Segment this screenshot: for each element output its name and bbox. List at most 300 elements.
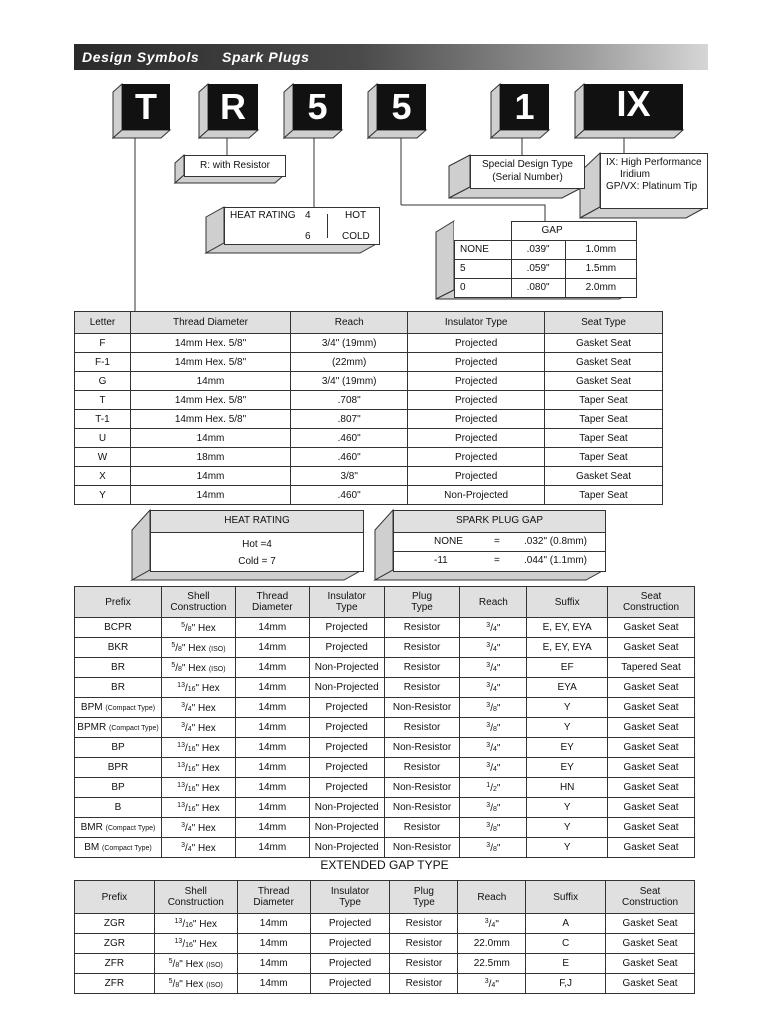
letter-cell: Gasket Seat	[544, 372, 662, 391]
prefix-cell	[75, 818, 162, 838]
plug-cell: Non-Resistor	[384, 838, 460, 858]
prefix-code: BP	[111, 782, 125, 793]
letter-cell: 14mm Hex. 5/8"	[130, 334, 290, 353]
letter-cell: T-1	[75, 410, 131, 429]
ext-thread-cell: 14mm	[237, 914, 310, 934]
letter-cell: Projected	[408, 372, 545, 391]
ext-shell-cell: $^{13}$/16" Hex	[154, 934, 237, 954]
prefix-row	[75, 778, 695, 798]
ext-shell-cell: $^5$/8" Hex (ISO)	[154, 974, 237, 994]
suffix-cell: Y	[527, 698, 608, 718]
plug-cell: Resistor	[384, 758, 460, 778]
shell-cell: $^3$/4" Hex	[161, 698, 235, 718]
prefix-row	[75, 698, 695, 718]
reach-denominator: 2	[492, 785, 497, 793]
letter-row	[75, 353, 663, 372]
fraction-numerator: 5	[168, 957, 173, 965]
letter-cell: Projected	[408, 429, 545, 448]
fraction-denominator: 8	[187, 625, 192, 633]
prefix-header-cell: Reach	[460, 587, 527, 618]
reach-numerator: 1	[486, 781, 491, 789]
ext-prefix-cell: ZGR	[75, 934, 155, 954]
gap-cell: .059"	[511, 259, 565, 278]
gap-box-row	[394, 533, 605, 552]
thread-cell: 14mm	[235, 658, 309, 678]
thread-cell: 14mm	[235, 678, 309, 698]
code-digit-5-heat: 5	[293, 84, 342, 130]
reach-numerator: 3	[486, 821, 491, 829]
fraction-denominator: 16	[187, 685, 196, 693]
letter-cell: 3/4" (19mm)	[291, 334, 408, 353]
insulator-cell: Projected	[309, 698, 384, 718]
letter-cell: .460"	[291, 486, 408, 505]
ext-suffix-cell: A	[526, 914, 606, 934]
insulator-cell: Non-Projected	[309, 838, 384, 858]
reach-numerator: 3	[486, 621, 491, 629]
prefix-header-cell: Suffix	[527, 587, 608, 618]
iso-note: (ISO)	[208, 645, 226, 653]
letter-header-cell: Reach	[291, 312, 408, 334]
tip-type-callout	[600, 153, 708, 209]
reach-numerator: 3	[486, 681, 491, 689]
ext-plug-cell: Resistor	[390, 934, 458, 954]
plug-cell: Resistor	[384, 638, 460, 658]
ext-thread-cell: 14mm	[237, 974, 310, 994]
header-title-right: Spark Plugs	[222, 49, 310, 65]
gap-cell: .039"	[511, 240, 565, 259]
insulator-cell: Projected	[309, 718, 384, 738]
reach-denominator: 8	[492, 705, 497, 713]
seat-cell: Gasket Seat	[608, 698, 695, 718]
thread-cell: 14mm	[235, 718, 309, 738]
shell-cell: $^5$/8" Hex (ISO)	[161, 658, 235, 678]
fraction-denominator: 4	[187, 725, 192, 733]
letter-cell: 18mm	[130, 448, 290, 467]
thread-cell: 14mm	[235, 758, 309, 778]
ext-seat-cell: Gasket Seat	[606, 934, 695, 954]
spark-plug-gap-box	[393, 510, 606, 572]
insulator-cell: Non-Projected	[309, 658, 384, 678]
suffix-cell: E, EY, EYA	[527, 638, 608, 658]
letter-cell: F-1	[75, 353, 131, 372]
letter-cell: .708"	[291, 391, 408, 410]
reach-denominator: 8	[492, 725, 497, 733]
seat-cell: Gasket Seat	[608, 718, 695, 738]
reach-cell: $^3$/4"	[460, 678, 527, 698]
prefix-row	[75, 678, 695, 698]
ext-reach-text: 22.0mm	[473, 938, 510, 949]
suffix-cell: EF	[527, 658, 608, 678]
insulator-cell: Projected	[309, 618, 384, 638]
fraction-numerator: 5	[181, 621, 185, 629]
ext-prefix-cell: ZFR	[75, 954, 155, 974]
header-title-left: Design Symbols	[82, 49, 200, 65]
letter-header-cell: Insulator Type	[408, 312, 545, 334]
reach-numerator: 3	[486, 721, 491, 729]
shell-cell: $^3$/4" Hex	[161, 718, 235, 738]
reach-cell: $^3$/8"	[460, 838, 527, 858]
shell-cell: $^5$/8" Hex (ISO)	[161, 638, 235, 658]
tip-line1: IX: High Performance	[606, 157, 702, 168]
shell-cell: $^3$/4" Hex	[161, 818, 235, 838]
shell-cell: $^{13}$/16" Hex	[161, 798, 235, 818]
fraction-numerator: 13	[177, 781, 185, 789]
ext-shell-cell: $^{13}$/16" Hex	[154, 914, 237, 934]
special-design-callout	[470, 155, 585, 189]
heat-box-line2: Cold = 7	[238, 556, 276, 567]
letter-cell: Projected	[408, 391, 545, 410]
letter-row	[75, 429, 663, 448]
fraction-numerator: 13	[174, 917, 183, 925]
letter-cell: 14mm	[130, 429, 290, 448]
reach-denominator: 4	[491, 981, 496, 989]
special-design-line2: (Serial Number)	[492, 172, 563, 183]
heat-box-line1: Hot =4	[242, 539, 272, 550]
ext-seat-cell: Gasket Seat	[606, 974, 695, 994]
ext-thread-cell: 14mm	[237, 934, 310, 954]
letter-row	[75, 334, 663, 353]
prefix-cell	[75, 738, 162, 758]
ext-insulator-cell: Projected	[310, 954, 390, 974]
ext-header-cell: Reach	[458, 881, 526, 914]
ext-row	[75, 974, 695, 994]
ext-prefix-cell: ZFR	[75, 974, 155, 994]
extended-gap-title: EXTENDED GAP TYPE	[320, 858, 449, 872]
ext-thread-cell: 14mm	[237, 954, 310, 974]
fraction-denominator: 4	[187, 825, 192, 833]
reach-numerator: 3	[486, 761, 491, 769]
ext-prefix-cell: ZGR	[75, 914, 155, 934]
ext-reach-cell	[458, 954, 526, 974]
prefix-cell	[75, 758, 162, 778]
ext-reach-cell	[458, 934, 526, 954]
reach-denominator: 8	[492, 845, 497, 853]
seat-cell: Tapered Seat	[608, 658, 695, 678]
thread-cell: 14mm	[235, 618, 309, 638]
letter-row	[75, 372, 663, 391]
letter-cell: F	[75, 334, 131, 353]
reach-denominator: 4	[492, 685, 497, 693]
letter-cell: Projected	[408, 334, 545, 353]
letter-cell: Taper Seat	[544, 486, 662, 505]
fraction-numerator: 13	[177, 681, 185, 689]
ext-plug-cell: Resistor	[390, 954, 458, 974]
special-design-line1: Special Design Type	[482, 159, 573, 170]
plug-cell: Resistor	[384, 618, 460, 638]
letter-cell: Gasket Seat	[544, 467, 662, 486]
insulator-cell: Projected	[309, 738, 384, 758]
resistor-label: R: with Resistor	[199, 160, 270, 171]
seat-cell: Gasket Seat	[608, 778, 695, 798]
suffix-cell: Y	[527, 818, 608, 838]
gap-box-cell: =	[494, 555, 500, 566]
prefix-code: BM	[84, 842, 100, 853]
compact-note: (Compact Type)	[102, 845, 152, 852]
letter-cell: Y	[75, 486, 131, 505]
insulator-cell: Projected	[309, 758, 384, 778]
gap-box-cell: .032" (0.8mm)	[524, 536, 588, 547]
letter-row	[75, 467, 663, 486]
fraction-numerator: 5	[171, 641, 176, 649]
letter-cell: Taper Seat	[544, 429, 662, 448]
insulator-cell: Projected	[309, 778, 384, 798]
letter-cell: Non-Projected	[408, 486, 545, 505]
reach-numerator: 3	[486, 801, 491, 809]
reach-denominator: 8	[492, 825, 497, 833]
iso-note: (ISO)	[206, 961, 223, 969]
prefix-row	[75, 818, 695, 838]
heat-cold-number: 6	[305, 231, 311, 242]
plug-cell: Resistor	[384, 678, 460, 698]
compact-note: (Compact Type)	[108, 725, 159, 732]
letter-cell: .460"	[291, 448, 408, 467]
gap-header: GAP	[511, 222, 637, 241]
seat-cell: Gasket Seat	[608, 798, 695, 818]
reach-denominator: 4	[492, 665, 497, 673]
prefix-cell	[75, 658, 162, 678]
letter-row	[75, 448, 663, 467]
prefix-header-cell: Plug Type	[384, 587, 460, 618]
prefix-table	[74, 586, 695, 858]
reach-numerator: 3	[484, 977, 489, 985]
prefix-code: BR	[111, 662, 125, 673]
fraction-numerator: 3	[181, 841, 185, 849]
fraction-denominator: 8	[175, 981, 180, 989]
reach-denominator: 4	[492, 625, 497, 633]
plug-cell: Non-Resistor	[384, 738, 460, 758]
prefix-header-cell: Insulator Type	[309, 587, 384, 618]
suffix-cell: EYA	[527, 678, 608, 698]
reach-numerator: 3	[484, 917, 489, 925]
gap-row	[455, 259, 637, 278]
extended-gap-table	[74, 880, 695, 994]
ext-header-cell: Shell Construction	[154, 881, 237, 914]
letter-header-cell: Seat Type	[544, 312, 662, 334]
letter-cell: W	[75, 448, 131, 467]
letter-cell: 3/4" (19mm)	[291, 372, 408, 391]
reach-cell: $^3$/8"	[460, 798, 527, 818]
gap-callout-table	[454, 221, 637, 298]
letter-cell: .807"	[291, 410, 408, 429]
prefix-cell	[75, 638, 162, 658]
gap-row	[455, 240, 637, 259]
letter-cell: Taper Seat	[544, 448, 662, 467]
ext-reach-cell: $^3$/4"	[458, 914, 526, 934]
gap-box-cell: .044" (1.1mm)	[524, 555, 588, 566]
gap-row	[455, 278, 637, 297]
letter-cell: X	[75, 467, 131, 486]
prefix-header-cell: Shell Construction	[161, 587, 235, 618]
seat-cell: Gasket Seat	[608, 838, 695, 858]
letter-header-cell: Letter	[75, 312, 131, 334]
fraction-denominator: 16	[187, 765, 196, 773]
letter-table	[74, 311, 663, 505]
reach-denominator: 4	[491, 921, 496, 929]
prefix-row	[75, 638, 695, 658]
letter-cell: 14mm Hex. 5/8"	[130, 410, 290, 429]
ext-suffix-cell: F,J	[526, 974, 606, 994]
ext-reach-text: 22.5mm	[473, 958, 510, 969]
letter-row	[75, 391, 663, 410]
prefix-header-cell: Prefix	[75, 587, 162, 618]
ext-suffix-cell: E	[526, 954, 606, 974]
letter-cell: Projected	[408, 448, 545, 467]
ext-insulator-cell: Projected	[310, 914, 390, 934]
reach-cell: $^3$/8"	[460, 698, 527, 718]
reach-cell: $^3$/8"	[460, 718, 527, 738]
letter-cell: 3/8"	[291, 467, 408, 486]
prefix-cell	[75, 698, 162, 718]
code-letter-r: R	[208, 84, 258, 130]
code-suffix-ix: IX	[584, 84, 683, 130]
seat-cell: Gasket Seat	[608, 638, 695, 658]
heat-box-title: HEAT RATING	[151, 511, 363, 533]
letter-cell: U	[75, 429, 131, 448]
ext-shell-cell: $^5$/8" Hex (ISO)	[154, 954, 237, 974]
ext-plug-cell: Resistor	[390, 914, 458, 934]
suffix-cell: E, EY, EYA	[527, 618, 608, 638]
letter-cell: 14mm	[130, 467, 290, 486]
prefix-cell	[75, 838, 162, 858]
compact-note: (Compact Type)	[105, 825, 156, 832]
ext-row	[75, 954, 695, 974]
shell-cell: $^{13}$/16" Hex	[161, 678, 235, 698]
heat-rating-box	[150, 510, 364, 572]
thread-cell: 14mm	[235, 778, 309, 798]
reach-denominator: 4	[492, 645, 497, 653]
seat-cell: Gasket Seat	[608, 758, 695, 778]
gap-box-cell: -11	[434, 555, 448, 566]
plug-cell: Resistor	[384, 818, 460, 838]
shell-cell: $^{13}$/16" Hex	[161, 738, 235, 758]
ext-seat-cell: Gasket Seat	[606, 954, 695, 974]
reach-numerator: 3	[486, 641, 491, 649]
fraction-numerator: 3	[181, 721, 185, 729]
heat-rating-callout	[224, 207, 380, 245]
ext-header-cell: Seat Construction	[606, 881, 695, 914]
seat-cell: Gasket Seat	[608, 678, 695, 698]
ext-suffix-cell: C	[526, 934, 606, 954]
ext-header-cell: Plug Type	[390, 881, 458, 914]
suffix-cell: Y	[527, 798, 608, 818]
code-letter-t: T	[122, 84, 170, 130]
prefix-row	[75, 798, 695, 818]
fraction-denominator: 16	[187, 745, 196, 753]
letter-cell: 14mm Hex. 5/8"	[130, 391, 290, 410]
letter-cell: Gasket Seat	[544, 334, 662, 353]
fraction-denominator: 8	[178, 665, 182, 673]
letter-cell: Projected	[408, 353, 545, 372]
fraction-numerator: 3	[181, 821, 185, 829]
reach-cell: $^3$/8"	[460, 818, 527, 838]
plug-cell: Non-Resistor	[384, 798, 460, 818]
letter-cell: 14mm	[130, 372, 290, 391]
fraction-numerator: 3	[181, 701, 185, 709]
letter-cell: Projected	[408, 410, 545, 429]
ext-insulator-cell: Projected	[310, 974, 390, 994]
thread-cell: 14mm	[235, 638, 309, 658]
heat-divider	[327, 214, 328, 238]
ext-seat-cell: Gasket Seat	[606, 914, 695, 934]
ext-header-cell: Insulator Type	[310, 881, 390, 914]
letter-row	[75, 410, 663, 429]
prefix-code: BP	[111, 742, 125, 753]
shell-cell: $^{13}$/16" Hex	[161, 758, 235, 778]
gap-cell: 5	[455, 259, 512, 278]
prefix-code: B	[114, 802, 122, 813]
plug-cell: Non-Resistor	[384, 698, 460, 718]
resistor-callout	[184, 155, 286, 177]
gap-box-cell: NONE	[434, 536, 463, 547]
reach-cell: $^3$/4"	[460, 658, 527, 678]
prefix-row	[75, 718, 695, 738]
prefix-row	[75, 658, 695, 678]
letter-row	[75, 486, 663, 505]
thread-cell: 14mm	[235, 798, 309, 818]
reach-denominator: 4	[492, 745, 497, 753]
suffix-cell: EY	[527, 738, 608, 758]
fraction-numerator: 5	[168, 977, 173, 985]
insulator-cell: Non-Projected	[309, 678, 384, 698]
insulator-cell: Non-Projected	[309, 798, 384, 818]
tip-line2: Iridium	[620, 169, 651, 180]
gap-cell: NONE	[455, 240, 512, 259]
shell-cell: $^{13}$/16" Hex	[161, 778, 235, 798]
fraction-numerator: 13	[174, 937, 183, 945]
prefix-code: BPM	[80, 702, 103, 713]
gap-cell: 1.0mm	[565, 240, 636, 259]
reach-cell: $^3$/4"	[460, 638, 527, 658]
fraction-denominator: 8	[175, 961, 180, 969]
code-digit-1: 1	[500, 84, 549, 130]
heat-hot-label: HOT	[345, 210, 367, 221]
fraction-denominator: 4	[187, 705, 192, 713]
plug-cell: Non-Resistor	[384, 778, 460, 798]
prefix-row	[75, 758, 695, 778]
prefix-header-cell: Seat Construction	[608, 587, 695, 618]
thread-cell: 14mm	[235, 698, 309, 718]
letter-cell: T	[75, 391, 131, 410]
prefix-cell	[75, 718, 162, 738]
fraction-numerator: 13	[177, 741, 185, 749]
fraction-denominator: 16	[185, 941, 193, 949]
seat-cell: Gasket Seat	[608, 738, 695, 758]
plug-cell: Resistor	[384, 718, 460, 738]
letter-cell: (22mm)	[291, 353, 408, 372]
fraction-numerator: 13	[177, 761, 185, 769]
ext-header-cell: Prefix	[75, 881, 155, 914]
letter-cell: 14mm Hex. 5/8"	[130, 353, 290, 372]
reach-numerator: 3	[486, 741, 491, 749]
compact-note: (Compact Type)	[105, 705, 156, 712]
iso-note: (ISO)	[206, 981, 223, 989]
suffix-cell: EY	[527, 758, 608, 778]
prefix-cell	[75, 778, 162, 798]
suffix-cell: Y	[527, 718, 608, 738]
insulator-cell: Non-Projected	[309, 818, 384, 838]
prefix-code: BPR	[107, 762, 129, 773]
seat-cell: Gasket Seat	[608, 618, 695, 638]
reach-denominator: 4	[492, 765, 497, 773]
thread-cell: 14mm	[235, 738, 309, 758]
gap-cell: 2.0mm	[565, 278, 636, 297]
prefix-code: BMR	[80, 822, 103, 833]
prefix-code: BR	[111, 682, 125, 693]
gap-cell: 1.5mm	[565, 259, 636, 278]
gap-cell: 0	[455, 278, 512, 297]
ext-plug-cell: Resistor	[390, 974, 458, 994]
ext-header-cell: Suffix	[526, 881, 606, 914]
